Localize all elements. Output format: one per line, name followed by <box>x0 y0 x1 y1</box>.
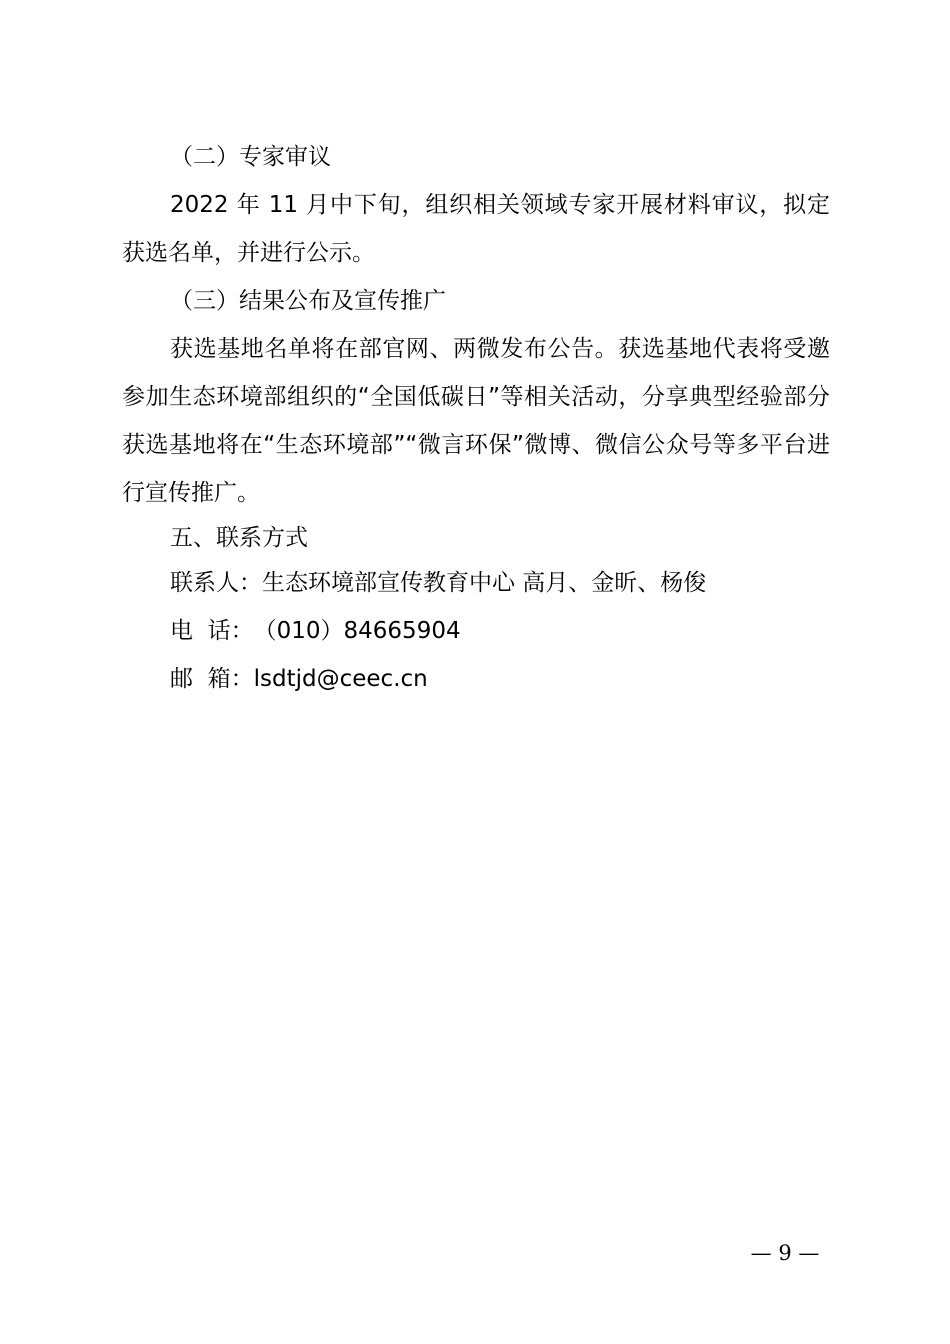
document-body <box>122 133 830 703</box>
paragraph-results-promotion: 获选基地名单将在部官网、两微发布公告。获选基地代表将受邀参加生态环境部组织的“全国低碳日”等相关活动，分享典型经验部分获选基地将在“生态环境部”“微言环保”微博、微信公众号等多平台进行宣传推广。 <box>122 336 830 506</box>
section-heading-contact: 五、联系方式 <box>170 525 308 551</box>
contact-person-line <box>122 559 830 607</box>
phone-line <box>122 607 830 655</box>
email-value: lsdtjd@ceec.cn <box>253 666 428 692</box>
paragraph-expert-review: 2022 年 11 月中下旬，组织相关领域专家开展材料审议，拟定获选名单，并进行公示。 <box>122 192 830 266</box>
phone-label: 电 话： <box>170 618 254 644</box>
page-number: — 9 — <box>750 1241 820 1265</box>
email-line <box>122 655 830 703</box>
email-label: 邮 箱： <box>170 666 254 692</box>
phone-value: （010）84665904 <box>253 618 461 644</box>
subheading-expert-review: （二）专家审议 <box>170 144 331 170</box>
contact-person-value: 生态环境部宣传教育中心 高月、金昕、杨俊 <box>262 570 707 596</box>
subheading-results-promotion: （三）结果公布及宣传推广 <box>170 288 446 314</box>
contact-person-label: 联系人： <box>170 570 262 596</box>
